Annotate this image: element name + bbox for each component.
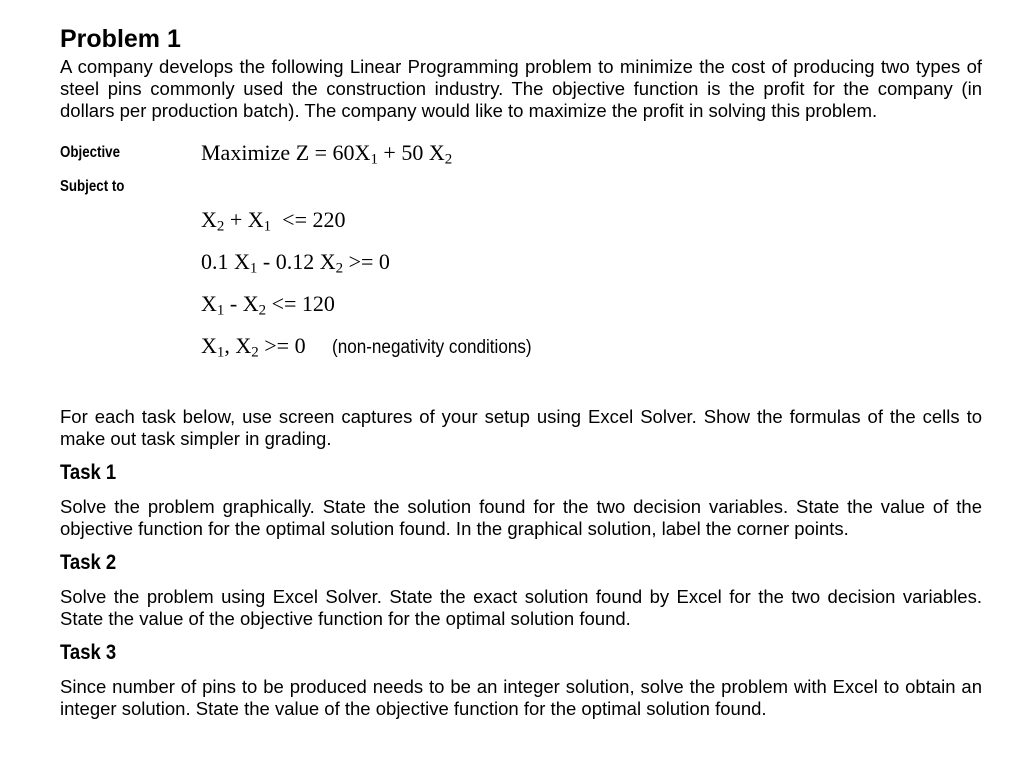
task-2-text: Solve the problem using Excel Solver. State the exact solution found by Excel for the two decision variables. State the value of the objective function for the optimal solution found. bbox=[60, 586, 982, 629]
task-3-section bbox=[60, 639, 982, 720]
instructions-text: For each task below, use screen captures of your setup using Excel Solver. Show the formulas of the cells to make out task simpler in grading. bbox=[60, 406, 982, 449]
task-1-text: Solve the problem graphically. State the solution found for the two decision variables. State the value of the objective function for the optimal solution found. In the graphical solution, label the corner points. bbox=[60, 496, 982, 539]
problem-intro: A company develops the following Linear Programming problem to minimize the cost of producing two types of steel pins commonly used the construction industry. The objective function is the profit for the company (in dollars per production batch). The company would like to maximize the profit in solving this problem. bbox=[60, 56, 982, 121]
objective-function: Maximize $Z = 60X_1 + 50$ $X_2$ bbox=[201, 140, 453, 168]
task-1-section bbox=[60, 459, 982, 540]
objective-row bbox=[60, 136, 982, 170]
constraint-nonnegativity: $X_1$, $X_2 >= 0$ (non-negativity conditions) bbox=[201, 333, 532, 361]
constraint-3: $X_1 - X_2 <= 120$ bbox=[201, 291, 335, 319]
constraint-1: $X_2 + X_1 <= 220$ bbox=[201, 207, 346, 235]
subject-to-label: Subject to bbox=[60, 178, 125, 195]
task-2-section bbox=[60, 549, 982, 630]
task-3-text: Since number of pins to be produced needs to be an integer solution, solve the problem with Excel to obtain an integer solution. State the value of the objective function for the optimal solution found. bbox=[60, 676, 982, 719]
task-3-heading: Task 3 bbox=[60, 641, 117, 664]
document-page bbox=[60, 22, 982, 720]
page-title: Problem 1 bbox=[60, 25, 181, 53]
task-1-heading: Task 1 bbox=[60, 461, 117, 484]
constraint-2: 0.1 $X_1 - 0.12$ $X_2 >= 0$ bbox=[201, 249, 390, 277]
nonnegativity-note: (non-negativity conditions) bbox=[331, 337, 532, 358]
objective-label: Objective bbox=[60, 144, 121, 161]
task-2-heading: Task 2 bbox=[60, 551, 117, 574]
subject-to-row bbox=[60, 170, 982, 204]
